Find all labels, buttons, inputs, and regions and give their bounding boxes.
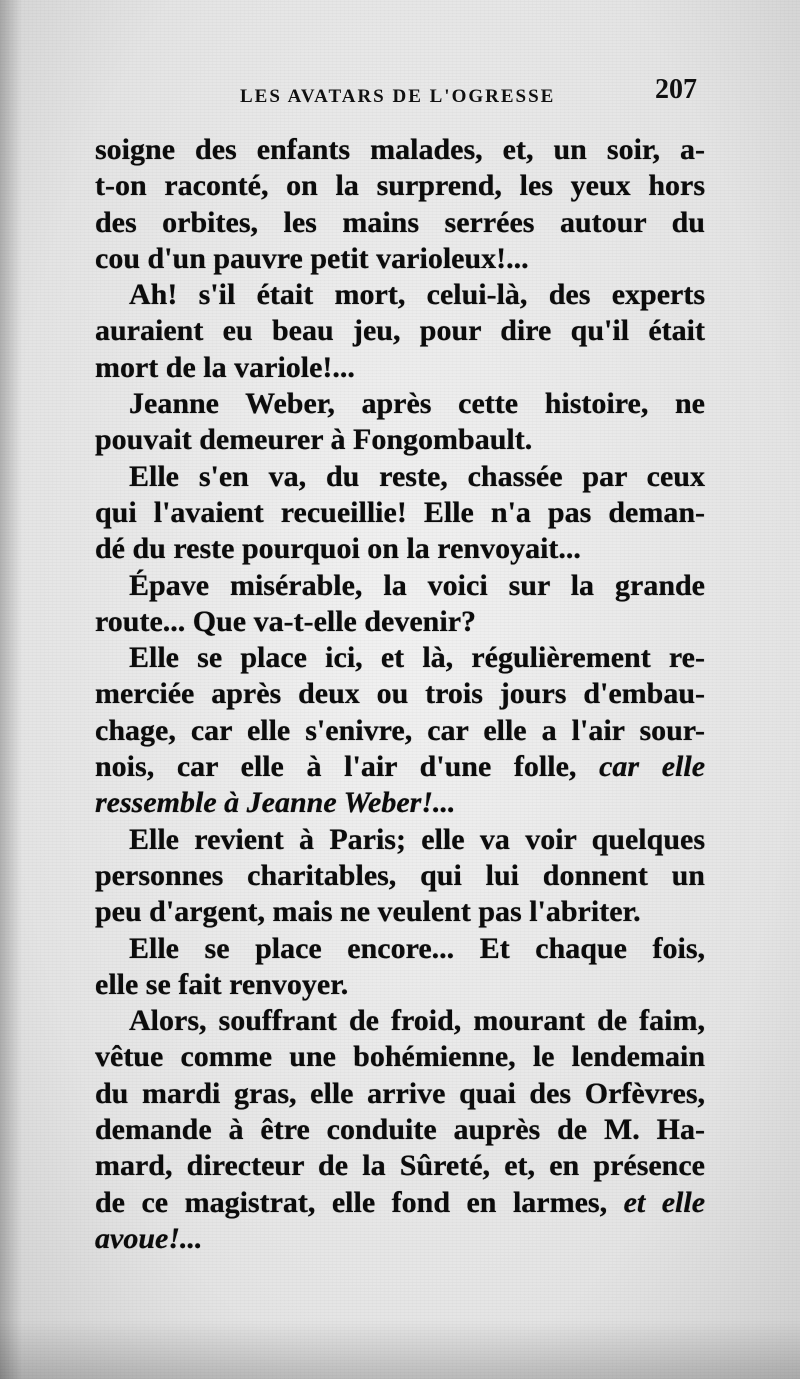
- text-line-mixed: [95, 749, 705, 785]
- text-line: qui l'avaient recueillie! Elle n'a pas deman-: [95, 495, 705, 529]
- text-line: demande à être conduite auprès de M. Ha-: [95, 1113, 705, 1147]
- text-line: chage, car elle s'enivre, car elle a l'air sour-: [95, 713, 705, 747]
- paragraph-start-line: Elle revient à Paris; elle va voir quelques: [129, 822, 705, 856]
- text-line: auraient eu beau jeu, pour dire qu'il était: [95, 314, 705, 348]
- page-number: 207: [655, 74, 697, 105]
- text-line: soigne des enfants malades, et, un soir, a-: [95, 133, 705, 166]
- text-line: pouvait demeurer à Fongombault.: [95, 423, 533, 457]
- italic-segment: et elle: [623, 1185, 706, 1219]
- italic-line: avoue!...: [95, 1221, 203, 1255]
- page-edge-shadow: [0, 0, 22, 1379]
- text-line: peu d'argent, mais ne veulent pas l'abriter.: [95, 895, 641, 929]
- text-line: vêtue comme une bohémienne, le lendemain: [95, 1040, 705, 1074]
- text-line: merciée après deux ou trois jours d'embau-: [95, 677, 705, 711]
- text-line: dé du reste pourquoi on la renvoyait...: [95, 532, 581, 566]
- text-line: cou d'un pauvre petit varioleux!...: [95, 241, 529, 275]
- text-segment: de ce magistrat, elle fond en larmes,: [95, 1185, 608, 1219]
- italic-segment: car elle: [599, 750, 706, 784]
- running-head: LES AVATARS DE L'OGRESSE: [240, 86, 556, 107]
- paragraph-start-line: Épave misérable, la voici sur la grande: [129, 568, 705, 602]
- text-line: personnes charitables, qui lui donnent un: [95, 858, 705, 892]
- paragraph-start-line: Elle se place ici, et là, régulièrement re-: [129, 641, 705, 675]
- italic-line: ressemble à Jeanne Weber!...: [95, 786, 456, 820]
- body-text: [95, 132, 705, 1257]
- paragraph-start-line: Ah! s'il était mort, celui-là, des experts: [129, 278, 705, 312]
- paragraph-start-line: Elle s'en va, du reste, chassée par ceux: [129, 459, 705, 493]
- paragraph-start-line: Elle se place encore... Et chaque fois,: [129, 931, 705, 965]
- page-bottom-shadow: [0, 1319, 800, 1379]
- text-line: elle se fait renvoyer.: [95, 967, 349, 1001]
- text-line: des orbites, les mains serrées autour du: [95, 205, 705, 239]
- text-line-mixed: [95, 1185, 705, 1221]
- text-line: route... Que va-t-elle devenir?: [95, 604, 477, 638]
- text-line: mort de la variole!...: [95, 350, 355, 384]
- paragraph-start-line: Jeanne Weber, après cette histoire, ne: [129, 387, 705, 421]
- text-line: mard, directeur de la Sûreté, et, en présence: [95, 1149, 705, 1183]
- text-line: du mardi gras, elle arrive quai des Orfèvres,: [95, 1076, 705, 1110]
- paragraph-start-line: Alors, souffrant de froid, mourant de faim,: [129, 1004, 705, 1038]
- text-segment: nois, car elle à l'air d'une folle,: [95, 750, 577, 784]
- text-line: t-on raconté, on la surprend, les yeux hors: [95, 169, 705, 203]
